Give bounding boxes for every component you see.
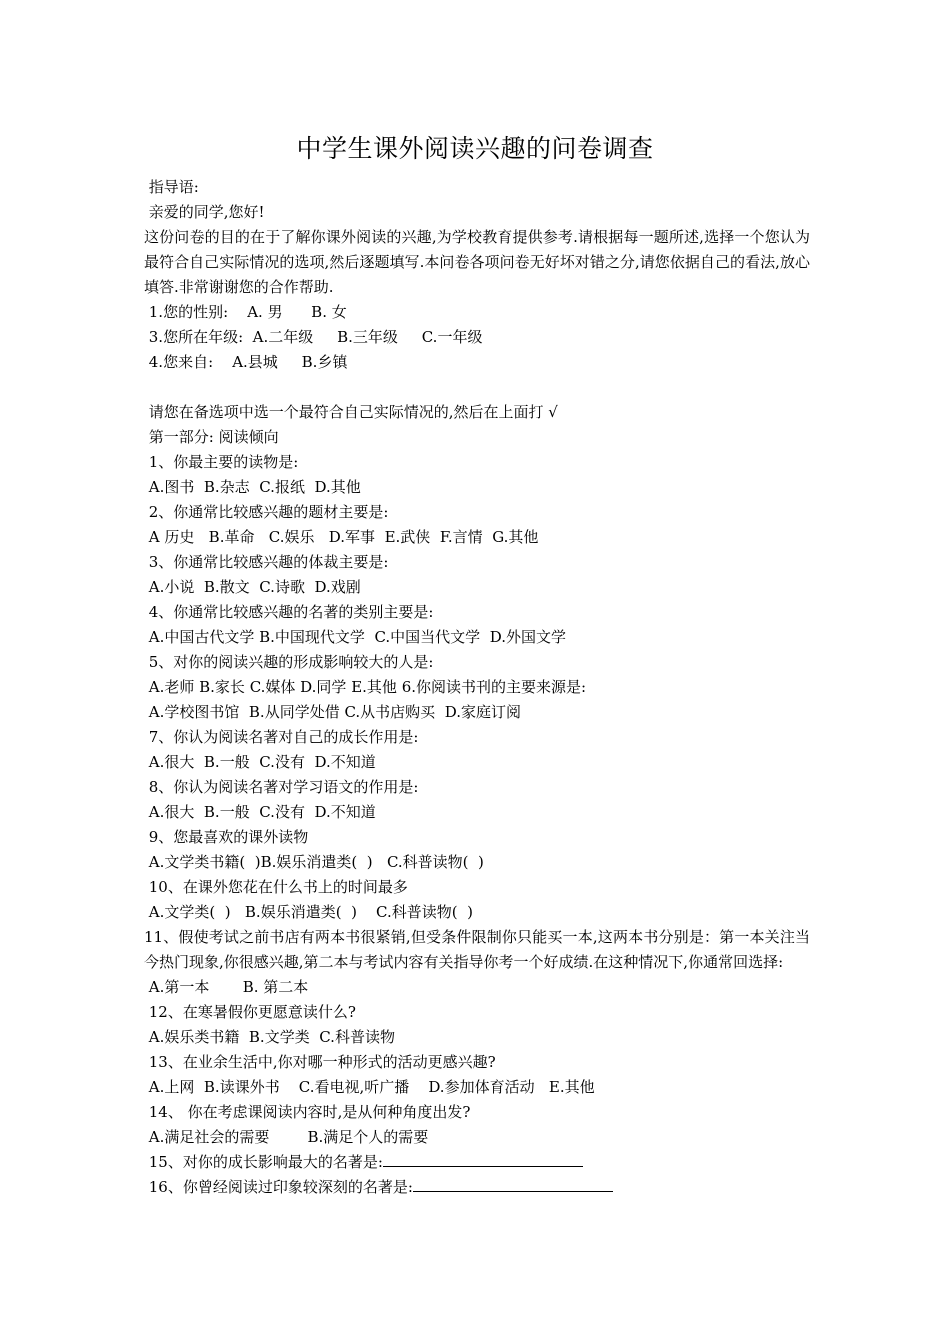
page-title: 中学生课外阅读兴趣的问卷调查 xyxy=(296,134,654,163)
guide-label: 指导语: xyxy=(144,178,199,196)
question-line: 1、你最主要的读物是: xyxy=(144,453,299,471)
question-line: 9、您最喜欢的课外读物 xyxy=(144,828,309,846)
option-line: A.老师 B.家长 C.媒体 D.同学 E.其他 6.你阅读书刊的主要来源是: xyxy=(144,678,587,696)
option-line: A.第一本 B. 第二本 xyxy=(144,978,309,996)
question-line: 8、你认为阅读名著对学习语文的作用是: xyxy=(144,778,419,796)
question-grade: 3.您所在年级: A.二年级 B.三年级 C.一年级 xyxy=(144,328,483,346)
option-line: A.很大 B.一般 C.没有 D.不知道 xyxy=(144,753,376,771)
question-16-text: 16、你曾经阅读过印象较深刻的名著是: xyxy=(144,1178,413,1196)
question-line: 10、在课外您花在什么书上的时间最多 xyxy=(144,878,408,896)
intro-paragraph: 这份问卷的目的在于了解你课外阅读的兴趣,为学校教育提供参考.请根据每一题所述,选择一个您认为最符合自己实际情况的选项,然后逐题填写.本问卷各项问卷无好坏对错之分,请您依据自己的看法,放心填答.非常谢谢您的合作帮助. xyxy=(144,228,810,296)
option-line: A.很大 B.一般 C.没有 D.不知道 xyxy=(144,803,376,821)
option-line: A.学校图书馆 B.从同学处借 C.从书店购买 D.家庭订阅 xyxy=(144,703,521,721)
question-line: 4、你通常比较感兴趣的名著的类别主要是: xyxy=(144,603,434,621)
question-line: 2、你通常比较感兴趣的题材主要是: xyxy=(144,503,389,521)
question-line: 3、你通常比较感兴趣的体裁主要是: xyxy=(144,553,389,571)
question-line: 14、 你在考虑课阅读内容时,是从何种角度出发? xyxy=(144,1103,471,1121)
question-line: 13、在业余生活中,你对哪一种形式的活动更感兴趣? xyxy=(144,1053,496,1071)
option-line: A.文学类( ) B.娱乐消遣类( ) C.科普读物( ) xyxy=(144,903,473,921)
question-gender: 1.您的性别: A. 男 B. 女 xyxy=(144,303,347,321)
answer-blank-15[interactable] xyxy=(383,1150,583,1167)
question-line: 7、你认为阅读名著对自己的成长作用是: xyxy=(144,728,419,746)
option-line: A.娱乐类书籍 B.文学类 C.科普读物 xyxy=(144,1028,395,1046)
instruction-text: 请您在备选项中选一个最符合自己实际情况的,然后在上面打 √ xyxy=(144,403,558,421)
option-line: A.小说 B.散文 C.诗歌 D.戏剧 xyxy=(144,578,361,596)
question-11-paragraph: 11、假使考试之前书店有两本书很紧销,但受条件限制你只能买一本,这两本书分别是：第一本关注当今热门现象,你很感兴趣,第二本与考试内容有关指导你考一个好成绩.在这种情况下,你通常回选择: xyxy=(144,928,810,971)
question-origin: 4.您来自: A.县城 B.乡镇 xyxy=(144,353,348,371)
spacer xyxy=(144,375,810,400)
answer-blank-16[interactable] xyxy=(413,1175,613,1192)
question-16-row xyxy=(144,1175,810,1200)
question-line: 5、对你的阅读兴趣的形成影响较大的人是: xyxy=(144,653,434,671)
option-line: A.图书 B.杂志 C.报纸 D.其他 xyxy=(144,478,361,496)
question-line: 12、在寒暑假你更愿意读什么? xyxy=(144,1003,356,1021)
section-title: 第一部分: 阅读倾向 xyxy=(144,428,279,446)
question-15-row xyxy=(144,1150,810,1175)
option-line: A.上网 B.读课外书 C.看电视,听广播 D.参加体育活动 E.其他 xyxy=(144,1078,595,1096)
option-line: A 历史 B.革命 C.娱乐 D.军事 E.武侠 F.言情 G.其他 xyxy=(144,528,539,546)
question-15-text: 15、对你的成长影响最大的名著是: xyxy=(144,1153,383,1171)
option-line: A.满足社会的需要 B.满足个人的需要 xyxy=(144,1128,429,1146)
questionnaire-body xyxy=(144,175,810,1200)
greeting: 亲爱的同学,您好! xyxy=(144,203,265,221)
option-line: A.中国古代文学 B.中国现代文学 C.中国当代文学 D.外国文学 xyxy=(144,628,566,646)
option-line: A.文学类书籍( )B.娱乐消遣类( ) C.科普读物( ) xyxy=(144,853,484,871)
